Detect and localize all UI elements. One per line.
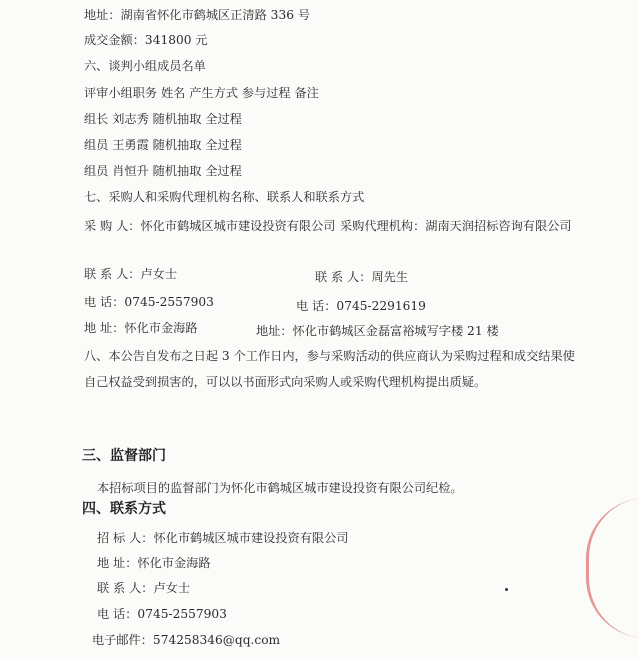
section3-text: 本招标项目的监督部门为怀化市鹤城区城市建设投资有限公司纪检。 bbox=[97, 481, 463, 495]
scan-speck bbox=[505, 588, 508, 591]
item6-title: 六、谈判小组成员名单 bbox=[84, 59, 206, 73]
contact-right: 联 系 人：周先生 bbox=[315, 270, 409, 284]
section4-email: 电子邮件：574258346@qq.com bbox=[92, 633, 281, 647]
purchaser-line: 采 购 人：怀化市鹤城区城市建设投资有限公司 bbox=[84, 219, 336, 233]
phone-right: 电 话：0745-2291619 bbox=[296, 299, 426, 313]
tenderer-line: 招 标 人：怀化市鹤城区城市建设投资有限公司 bbox=[97, 531, 349, 545]
address-left: 地 址：怀化市金海路 bbox=[84, 321, 198, 335]
member-row: 组员 肖恒升 随机抽取 全过程 bbox=[84, 164, 242, 178]
address-line: 地址：湖南省怀化市鹤城区正清路 336 号 bbox=[84, 8, 311, 22]
member-table-header: 评审小组职务 姓名 产生方式 参与过程 备注 bbox=[84, 86, 319, 100]
item7-title: 七、采购人和采购代理机构名称、联系人和联系方式 bbox=[84, 190, 365, 204]
section3-title: 三、监督部门 bbox=[82, 448, 166, 464]
agency-line: 采购代理机构：湖南天润招标咨询有限公司 bbox=[340, 219, 572, 233]
red-seal-stamp bbox=[586, 498, 639, 638]
phone-left: 电 话：0745-2557903 bbox=[84, 295, 214, 309]
section4-title: 四、联系方式 bbox=[82, 501, 166, 517]
section4-address: 地 址：怀化市金海路 bbox=[97, 556, 211, 570]
item8-line2: 自己权益受到损害的，可以以书面形式向采购人或采购代理机构提出质疑。 bbox=[84, 375, 487, 389]
item8-line1: 八、本公告自发布之日起 3 个工作日内，参与采购活动的供应商认为采购过程和成交结果使 bbox=[84, 349, 575, 363]
amount-line: 成交金额：341800 元 bbox=[84, 33, 208, 47]
member-row: 组长 刘志秀 随机抽取 全过程 bbox=[84, 112, 242, 126]
address-right: 地址：怀化市鹤城区金磊富裕城写字楼 21 楼 bbox=[256, 324, 499, 338]
contact-left: 联 系 人：卢女士 bbox=[84, 267, 178, 281]
section4-contact: 联 系 人：卢女士 bbox=[97, 581, 191, 595]
section4-phone: 电 话：0745-2557903 bbox=[97, 607, 227, 621]
member-row: 组员 王勇霞 随机抽取 全过程 bbox=[84, 138, 242, 152]
